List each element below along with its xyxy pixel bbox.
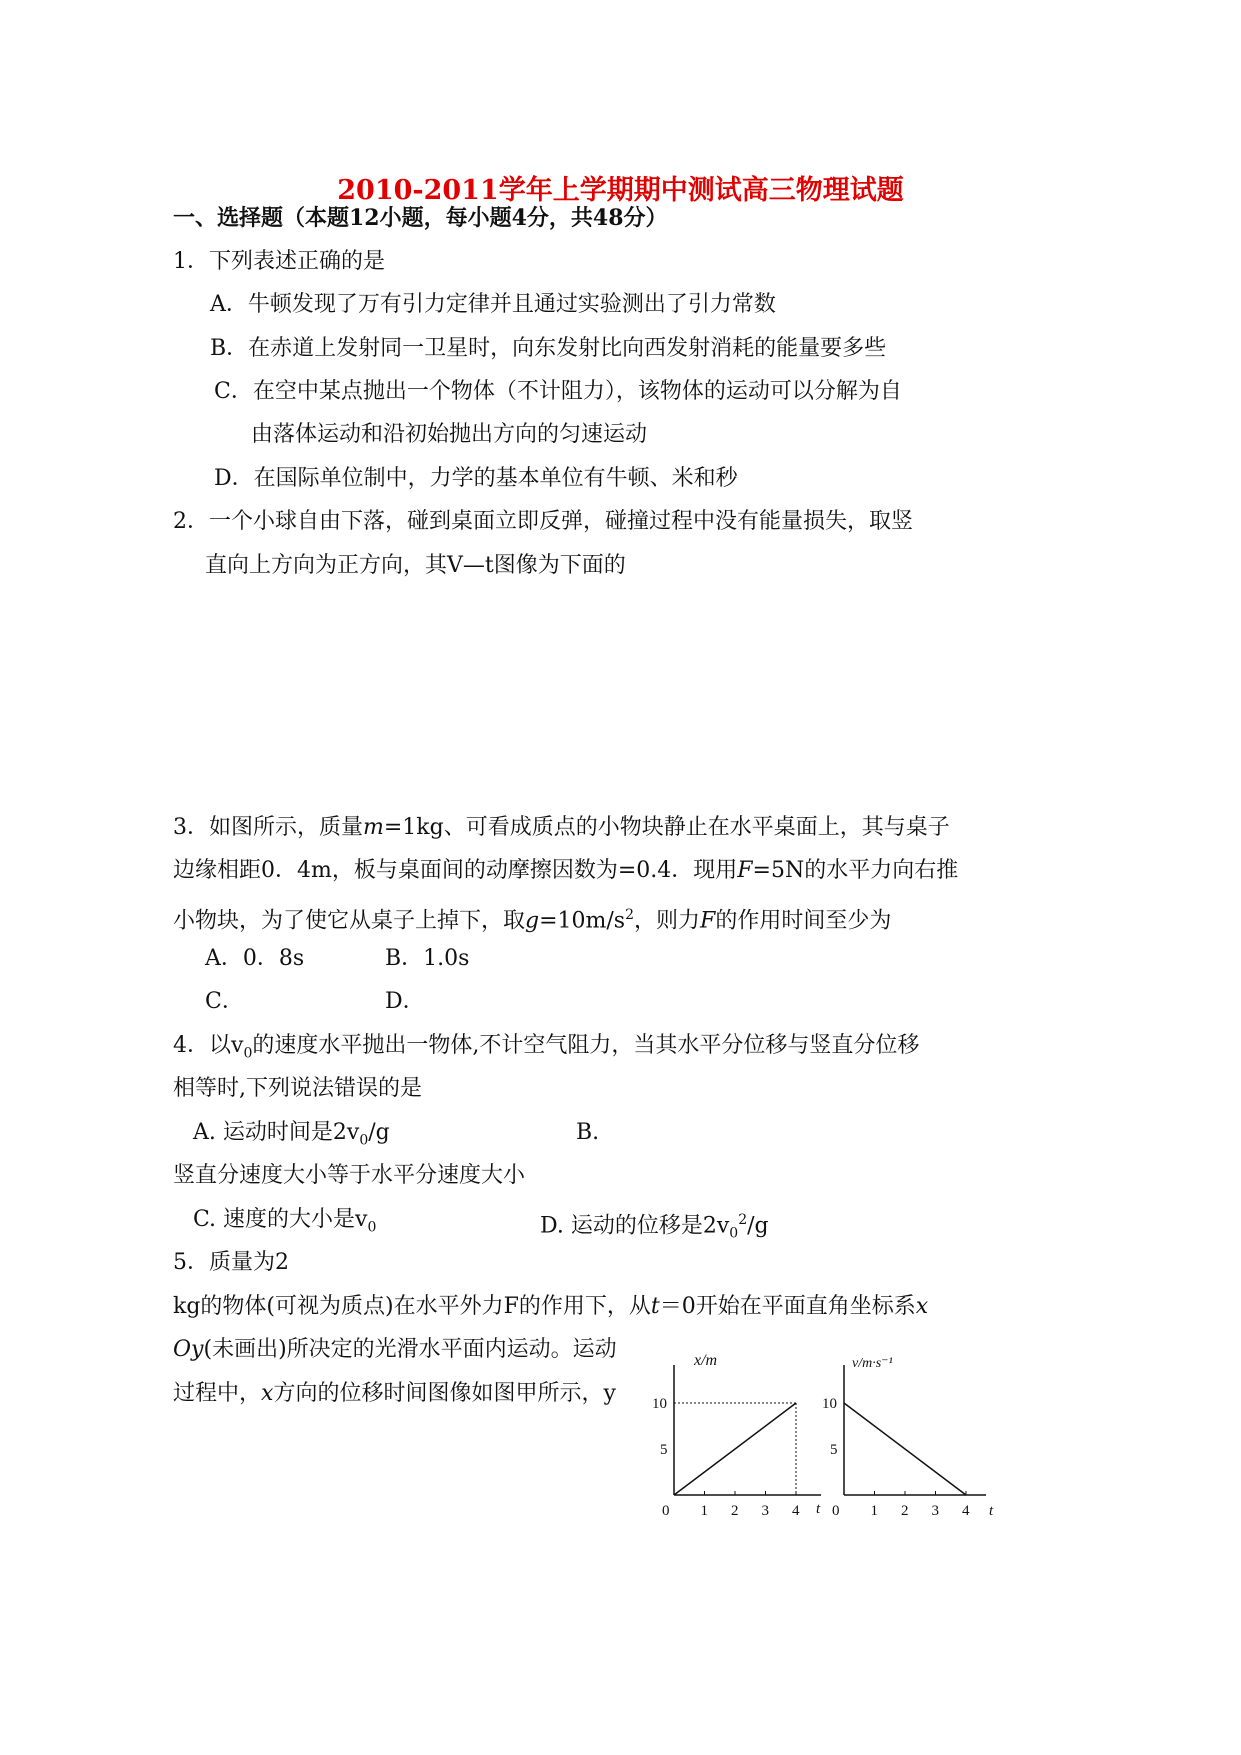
q1-option-c-cont: 由落体运动和沿初始抛出方向的匀速运动 [251, 422, 648, 447]
y-axis-label: x/m [694, 1352, 718, 1369]
q4-option-b: B. [576, 1120, 600, 1145]
q1-option-d: D．在国际单位制中，力学的基本单位有牛顿、米和秒 [214, 466, 738, 491]
q1-stem: 1．下列表述正确的是 [173, 249, 385, 274]
y-axis-label: v/m·s⁻¹ [852, 1356, 893, 1371]
q4-option-d: D. 运动的位移是$2v_0^2/g$ [540, 1212, 769, 1242]
x-tick-label: 3 [931, 1503, 939, 1519]
q5-stem: 5．质量为2 [173, 1250, 289, 1275]
q4-option-b-cont: 竖直分速度大小等于水平分速度大小 [173, 1163, 526, 1188]
q1-option-c: C．在空中某点抛出一个物体（不计阻力），该物体的运动可以分解为自 [214, 379, 902, 404]
q4-stem-2: 相等时,下列说法错误的是 [173, 1076, 422, 1101]
page-title: 2010-2011学年上学期期中测试高三物理试题 [337, 175, 904, 206]
vt-graph [806, 1345, 1006, 1525]
q3-option-c: C． [205, 989, 244, 1014]
x-axis-label: t [989, 1503, 994, 1519]
q4-stem: 4．以$v_0$的速度水平抛出一物体,不计空气阻力，当其水平分位移与竖直分位移 [173, 1033, 920, 1062]
x-tick-label: 1 [700, 1503, 708, 1519]
q5-stem-2: kg的物体(可视为质点)在水平外力F的作用下，从t＝0开始在平面直角坐标系x [173, 1294, 929, 1319]
x-tick-label: 3 [761, 1503, 769, 1519]
q3-option-b: B．1.0s [385, 946, 470, 971]
q3-option-d: D． [385, 989, 425, 1014]
series-line [674, 1403, 796, 1495]
q5-stem-3: Oy(未画出)所决定的光滑水平面内运动。运动 [173, 1337, 617, 1362]
q2-stem: 2．一个小球自由下落，碰到桌面立即反弹，碰撞过程中没有能量损失，取竖 [173, 509, 913, 534]
q1-option-a: A．牛顿发现了万有引力定律并且通过实验测出了引力常数 [210, 292, 776, 317]
x-tick-label: 0 [662, 1503, 670, 1519]
series-lines [674, 1403, 796, 1495]
q3-stem-3: 小物块，为了使它从桌子上掉下，取$g=10m/s^2$，则力F的作用时间至少为 [173, 907, 892, 934]
q5-stem-4: 过程中，x方向的位移时间图像如图甲所示，y [173, 1381, 616, 1406]
x-tick-label: 4 [792, 1503, 800, 1519]
q3-stem: 3．如图所示，质量m=1kg、可看成质点的小物块静止在水平桌面上，其与桌子 [173, 815, 950, 840]
series-lines [844, 1403, 966, 1495]
x-tick-label: 4 [962, 1503, 970, 1519]
x-tick-label: 0 [832, 1503, 840, 1519]
x-axis-label: t [816, 1501, 821, 1517]
q4-option-c: C. 速度的大小是$v_0$ [193, 1207, 377, 1236]
q3-option-a: A．0．8s [205, 946, 305, 971]
y-tick-label: 5 [660, 1442, 668, 1458]
q3-stem-2: 边缘相距0．4m，板与桌面间的动摩擦因数为=0.4．现用F=5N的水平力向右推 [173, 858, 959, 883]
q2-stem-cont: 直向上方向为正方向，其V—t图像为下面的 [205, 553, 626, 578]
y-tick-label: 10 [652, 1396, 667, 1412]
x-tick-label: 1 [870, 1503, 878, 1519]
q4-option-a: A. 运动时间是$2v_0/g$ [193, 1120, 390, 1149]
x-tick-label: 2 [901, 1503, 909, 1519]
section-heading: 一、选择题（本题12小题，每小题4分，共48分） [173, 205, 668, 231]
series-line [844, 1403, 966, 1495]
y-tick-label: 10 [822, 1396, 837, 1412]
q1-option-b: B．在赤道上发射同一卫星时，向东发射比向西发射消耗的能量要多些 [210, 336, 887, 361]
y-tick-label: 5 [830, 1442, 838, 1458]
x-tick-label: 2 [731, 1503, 739, 1519]
